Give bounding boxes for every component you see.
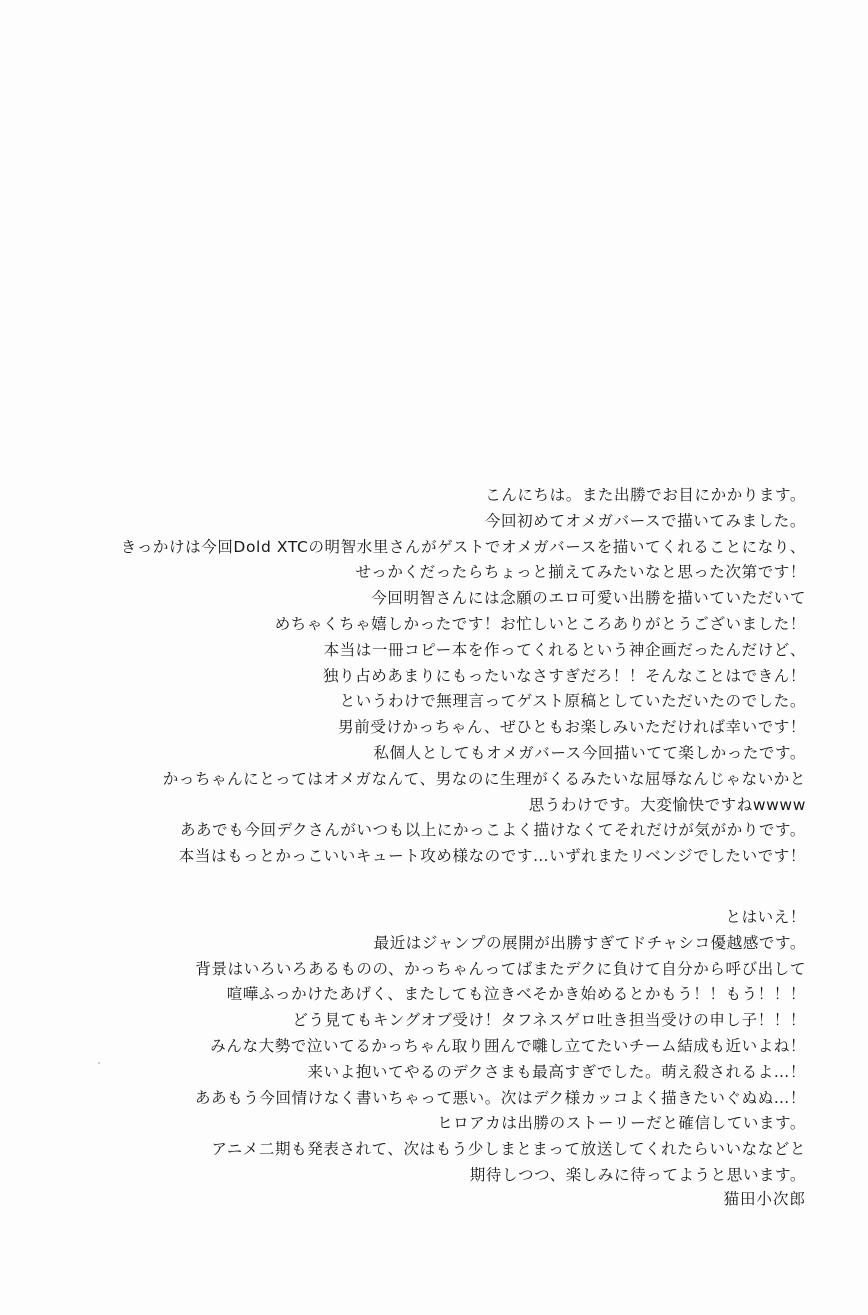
text-line: きっかけは今回Dold XTCの明智水里さんがゲストでオメガバースを描いてくれることになり、 (120, 537, 806, 556)
afterword-text (106, 483, 806, 1189)
text-line: 喧嘩ふっかけたあげく、またしても泣きべそかき始めるとかもう！！もう！！！ (226, 985, 806, 1004)
text-line: 本当はもっとかっこいいキュート攻め様なのです…いずれまたリベンジでしたいです！ (178, 847, 806, 866)
paragraph-1 (106, 483, 806, 870)
text-line: 男前受けかっちゃん、ぜひともお楽しみいただければ幸いです！ (338, 718, 806, 737)
text-line: というわけで無理言ってゲスト原稿としていただいたのでした。 (339, 692, 806, 711)
text-line: ああもう今回情けなく書いちゃって悪い。次はデク様カッコよく描きたいぐぬぬ…！ (194, 1088, 806, 1107)
text-line: 今回明智さんには念願のエロ可愛い出勝を描いていただいて (371, 589, 806, 608)
text-line: 思うわけです。大変愉快ですねwwww (528, 795, 806, 814)
author-signature: 猫田小次郎 (723, 1190, 806, 1208)
text-line: めちゃくちゃ嬉しかったです！お忙しいところありがとうございました！ (274, 614, 806, 633)
text-line: アニメ二期も発表されて、次はもう少しまとまって放送してくれたらいいななどと (211, 1140, 806, 1159)
text-line: ああでも今回デクさんがいつも以上にかっこよく描けなくてそれだけが気がかりです。 (179, 821, 806, 840)
text-line: ヒロアカは出勝のストーリーだと確信しています。 (437, 1114, 806, 1133)
text-line: どう見てもキングオブ受け！タフネスゲロ吐き担当受けの申し子！！！ (292, 1011, 806, 1030)
paragraph-gap (106, 870, 806, 905)
paragraph-2 (106, 905, 806, 1189)
text-line: こんにちは。また出勝でお目にかかります。 (485, 486, 806, 504)
scan-speck (98, 1062, 100, 1064)
text-line: 独り占めあまりにもったいなさすぎだろ！！そんなことはできん！ (322, 666, 806, 685)
text-line: せっかくだったらちょっと揃えてみたいなと思った次第です！ (355, 563, 806, 582)
text-line: 期待しつつ、楽しみに待ってようと思います。 (469, 1165, 806, 1184)
text-line: 本当は一冊コピー本を作ってくれるという神企画だったんだけど、 (323, 640, 806, 659)
text-line: 最近はジャンプの展開が出勝すぎてドチャシコ優越感です。 (373, 933, 806, 952)
text-line: 来いよ抱いてやるのデクさまも最高すぎでした。萌え殺されるよ…！ (307, 1062, 806, 1081)
text-line: みんな大勢で泣いてるかっちゃん取り囲んで囃し立てたいチーム結成も近いよね！ (210, 1036, 806, 1055)
text-line: かっちゃんにとってはオメガなんて、男なのに生理がくるみたいな屈辱なんじゃないかと (162, 769, 806, 788)
text-line: 今回初めてオメガバースで描いてみました。 (484, 511, 806, 530)
text-line: 背景はいろいろあるものの、かっちゃんってばまたデクに負けて自分から呼び出して (195, 959, 806, 978)
text-line: とはいえ！ (725, 907, 806, 926)
text-line: 私個人としてもオメガバース今回描いてて楽しかったです。 (373, 743, 806, 762)
